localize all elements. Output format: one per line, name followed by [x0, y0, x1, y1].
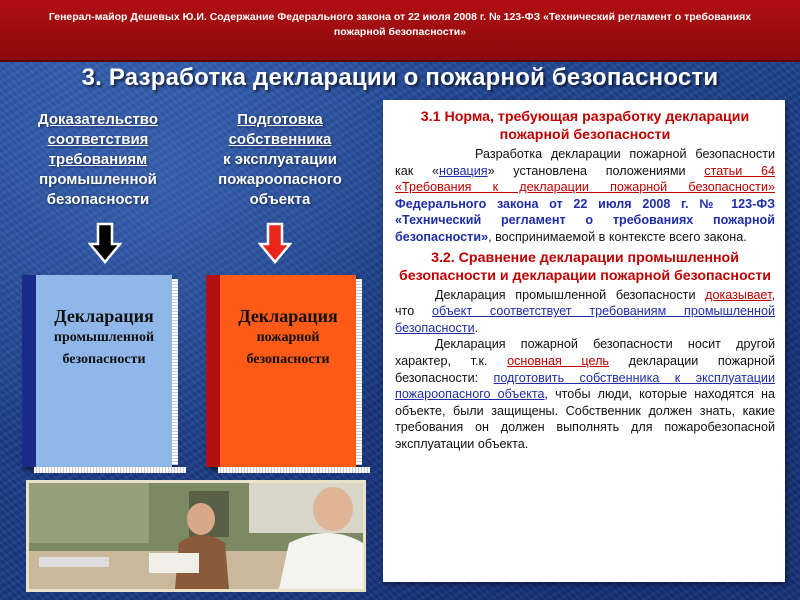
compliance-statement: объект соответствует требованиям промышленной безопасности	[395, 304, 775, 335]
book1-label-line-2: промышленной	[53, 330, 155, 345]
p3-text-3: , чтобы люди, которые находятся на объекте, были защищены. Собственник должен знать, какие требования он должен выполнять для пожаробезопасной эксплуатации объекта.	[395, 387, 775, 451]
middle-heading-line-2: собственника	[228, 131, 332, 148]
middle-heading-line-3: к эксплуатации	[223, 151, 337, 168]
header-banner	[0, 0, 800, 62]
book-pages-edge	[356, 279, 362, 465]
p3-text-1: Декларация пожарной безопасности носит другой характер, т.к.	[395, 337, 775, 368]
arrow-down-red-icon	[258, 222, 292, 264]
office-photo	[26, 480, 366, 592]
left-column-heading	[18, 110, 178, 210]
book2-label-line-2: пожарной	[256, 330, 320, 345]
arrow-down-outline-icon	[88, 222, 122, 264]
section-3-1-title: 3.1 Норма, требующая разработку декларации пожарной безопасности	[420, 109, 750, 143]
book-pages-edge	[172, 279, 178, 465]
book2-label-line-3: безопасности	[246, 352, 330, 367]
p1-text-1: Разработка декларации пожарной безопасности как «	[395, 147, 775, 178]
book-pages-bottom	[34, 467, 186, 473]
article-64-reference: статьи 64 «Требования к декларации пожарной безопасности»	[395, 163, 775, 195]
fire-safety-declaration-book	[206, 275, 356, 467]
middle-heading-line-4: пожароопасного	[218, 171, 342, 188]
book1-label-line-3: безопасности	[62, 352, 146, 367]
paragraph-fire-declaration	[395, 336, 775, 452]
fire-declaration-label	[220, 305, 356, 371]
p1-text-2: » установлена положениями	[487, 163, 705, 178]
slide-title: 3. Разработка декларации о пожарной безопасности	[81, 64, 719, 91]
p2-text-1: Декларация промышленной безопасности	[435, 287, 706, 302]
paragraph-novation	[395, 146, 775, 246]
middle-column-heading	[200, 110, 360, 210]
p2-text-2: , что	[395, 287, 775, 319]
text-panel	[383, 100, 785, 582]
prepare-owner-statement: подготовить собственника к эксплуатации пожароопасного объекта	[395, 370, 775, 402]
law-reference: Федерального закона от 22 июля 2008 г. № 123-ФЗ «Технический регламент о требованиях пожарной безопасности»	[395, 196, 775, 244]
p1-text-3: , воспринимаемой в контексте всего закона.	[488, 229, 747, 244]
middle-heading-line-1: Подготовка	[237, 111, 323, 128]
section-3-2-title: 3.2. Сравнение декларации промышленной безопасности и декларации пожарной безопасности	[398, 249, 772, 284]
left-heading-line-4: промышленной	[39, 171, 157, 188]
book2-label-line-1: Декларация	[238, 306, 338, 326]
left-heading-line-1: Доказательство	[38, 111, 158, 128]
office-scene-image	[29, 483, 363, 589]
middle-heading-line-5: объекта	[249, 191, 311, 208]
left-heading-line-3: требованиям	[48, 151, 148, 168]
proves-term: доказывает	[705, 287, 772, 302]
header-banner-text: Генерал-майор Дешевых Ю.И. Содержание Федерального закона от 22 июля 2008 г. № 123-ФЗ «Технический регламент о требованиях пожарной безопасности»	[48, 11, 752, 38]
left-heading-line-5: безопасности	[46, 191, 150, 208]
p3-text-2: декларации пожарной безопасности:	[395, 353, 775, 385]
main-goal-term: основная цель	[507, 353, 609, 368]
novation-term: новация	[439, 163, 488, 178]
book-pages-bottom	[218, 467, 370, 473]
left-heading-line-2: соответствия	[47, 131, 149, 148]
paragraph-industrial-declaration	[395, 287, 775, 337]
industrial-declaration-label	[36, 305, 172, 371]
book1-label-line-1: Декларация	[54, 306, 154, 326]
p2-text-3: .	[474, 320, 479, 335]
industrial-safety-declaration-book	[22, 275, 172, 467]
